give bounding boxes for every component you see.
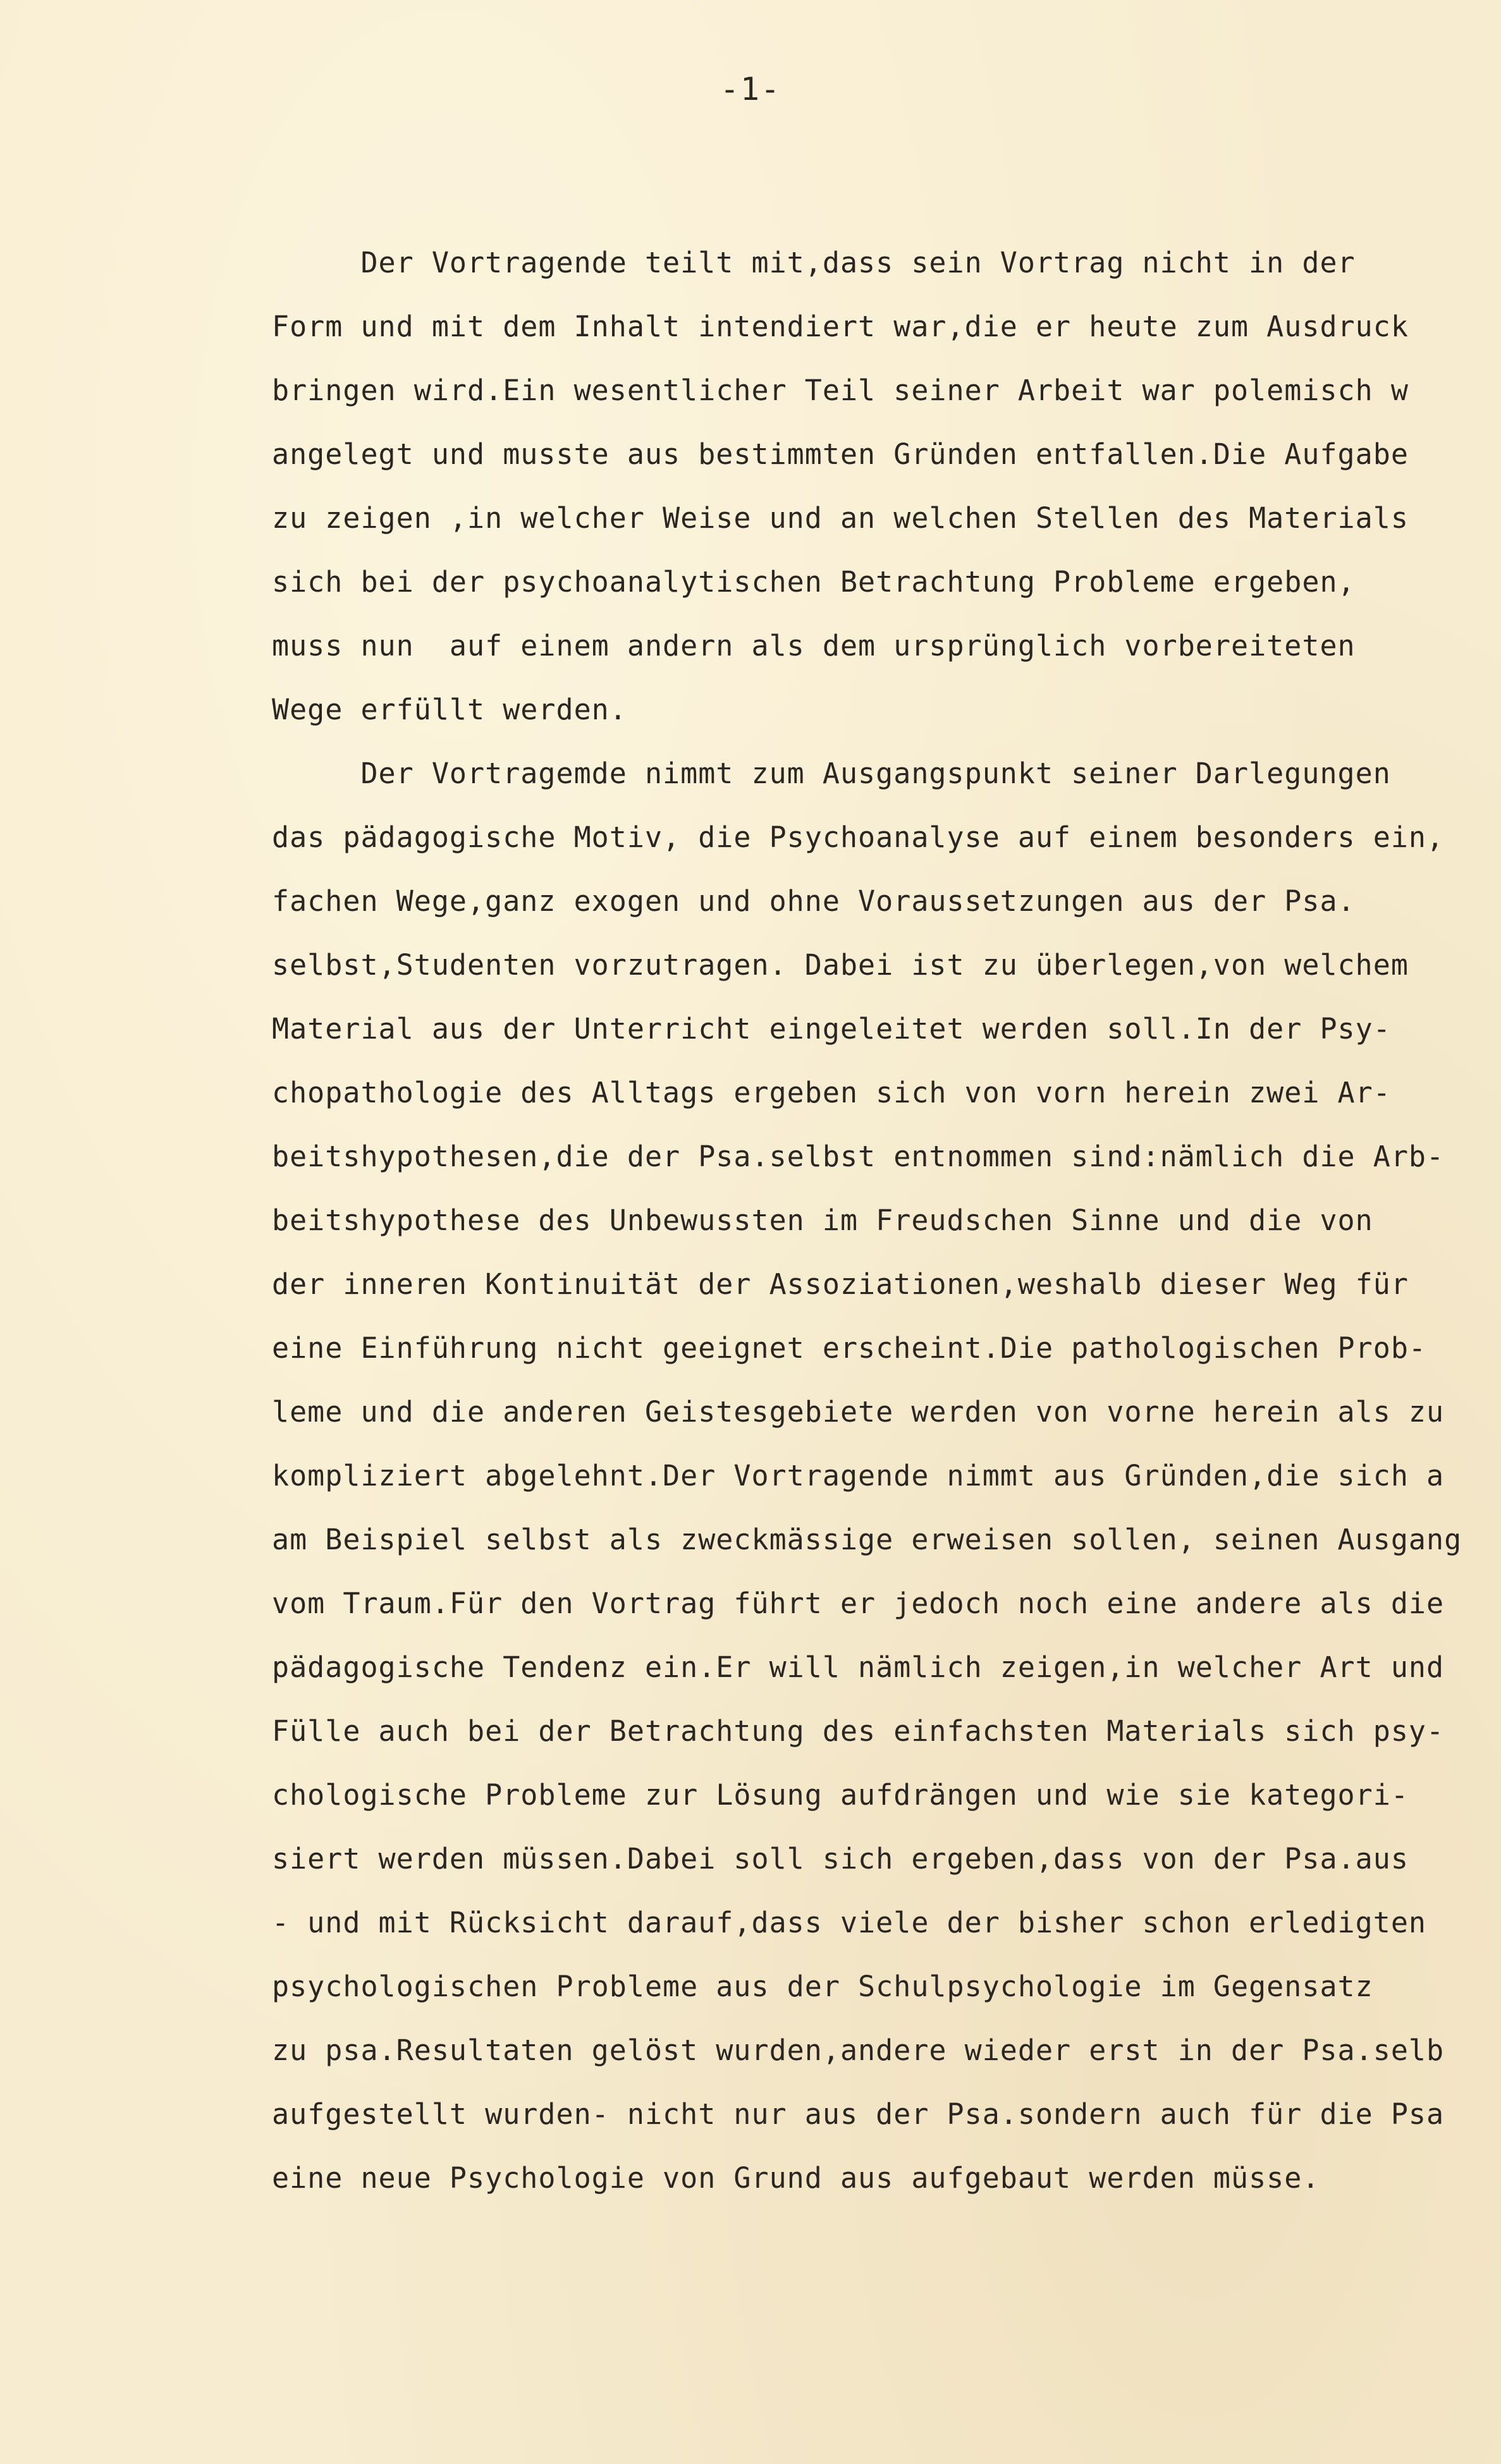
- text-line: am Beispiel selbst als zweckmässige erweisen sollen, seinen Ausgang: [272, 1523, 1462, 1556]
- text-line: bringen wird.Ein wesentlicher Teil seiner Arbeit war polemisch w: [272, 374, 1409, 407]
- text-line: chopathologie des Alltags ergeben sich von vorn herein zwei Ar-: [272, 1076, 1391, 1109]
- text-line: beitshypothesen,die der Psa.selbst entnommen sind:nämlich die Arb-: [272, 1140, 1445, 1173]
- text-line: psychologischen Probleme aus der Schulpsychologie im Gegensatz: [272, 1970, 1373, 2003]
- text-line: kompliziert abgelehnt.Der Vortragende nimmt aus Gründen,die sich a: [272, 1459, 1445, 1492]
- text-line: fachen Wege,ganz exogen und ohne Voraussetzungen aus der Psa.: [272, 884, 1356, 918]
- document-body: [272, 231, 1501, 2210]
- text-line: pädagogische Tendenz ein.Er will nämlich zeigen,in welcher Art und: [272, 1650, 1445, 1684]
- text-line: angelegt und musste aus bestimmten Gründen entfallen.Die Aufgabe: [272, 437, 1409, 471]
- text-line: muss nun auf einem andern als dem ursprünglich vorbereiteten: [272, 629, 1356, 662]
- text-line: Form und mit dem Inhalt intendiert war,die er heute zum Ausdruck: [272, 310, 1409, 343]
- text-line: chologische Probleme zur Lösung aufdrängen und wie sie kategori-: [272, 1778, 1409, 1812]
- text-line: der inneren Kontinuität der Assoziationen,weshalb dieser Weg für: [272, 1267, 1409, 1301]
- text-line: sich bei der psychoanalytischen Betrachtung Probleme ergeben,: [272, 565, 1356, 599]
- text-line: Material aus der Unterricht eingeleitet werden soll.In der Psy-: [272, 1012, 1391, 1046]
- text-line: Der Vortragende teilt mit,dass sein Vortrag nicht in der: [272, 246, 1356, 279]
- text-line: aufgestellt wurden- nicht nur aus der Psa.sondern auch für die Psa: [272, 2097, 1445, 2131]
- text-line: Fülle auch bei der Betrachtung des einfachsten Materials sich psy-: [272, 1714, 1445, 1748]
- text-line: vom Traum.Für den Vortrag führt er jedoch noch eine andere als die: [272, 1587, 1445, 1620]
- text-line: zu psa.Resultaten gelöst wurden,andere wieder erst in der Psa.selb: [272, 2034, 1445, 2067]
- text-line: Wege erfüllt werden.: [272, 693, 627, 726]
- text-line: eine neue Psychologie von Grund aus aufgebaut werden müsse.: [272, 2161, 1320, 2195]
- text-line: siert werden müssen.Dabei soll sich ergeben,dass von der Psa.aus: [272, 1842, 1409, 1875]
- text-line: eine Einführung nicht geeignet erscheint.Die pathologischen Prob-: [272, 1331, 1426, 1365]
- text-line: zu zeigen ,in welcher Weise und an welchen Stellen des Materials: [272, 501, 1409, 535]
- text-line: beitshypothese des Unbewussten im Freudschen Sinne und die von: [272, 1204, 1373, 1237]
- text-line: Der Vortragemde nimmt zum Ausgangspunkt seiner Darlegungen: [272, 757, 1391, 790]
- text-line: selbst,Studenten vorzutragen. Dabei ist zu überlegen,von welchem: [272, 948, 1409, 982]
- text-line: das pädagogische Motiv, die Psychoanalyse auf einem besonders ein,: [272, 820, 1445, 854]
- page-number: -1-: [720, 71, 781, 107]
- paragraph-2: [272, 741, 1501, 2210]
- text-line: leme und die anderen Geistesgebiete werden von vorne herein als zu: [272, 1395, 1445, 1429]
- text-line: - und mit Rücksicht darauf,dass viele der bisher schon erledigten: [272, 1906, 1426, 1939]
- paragraph-1: [272, 231, 1501, 741]
